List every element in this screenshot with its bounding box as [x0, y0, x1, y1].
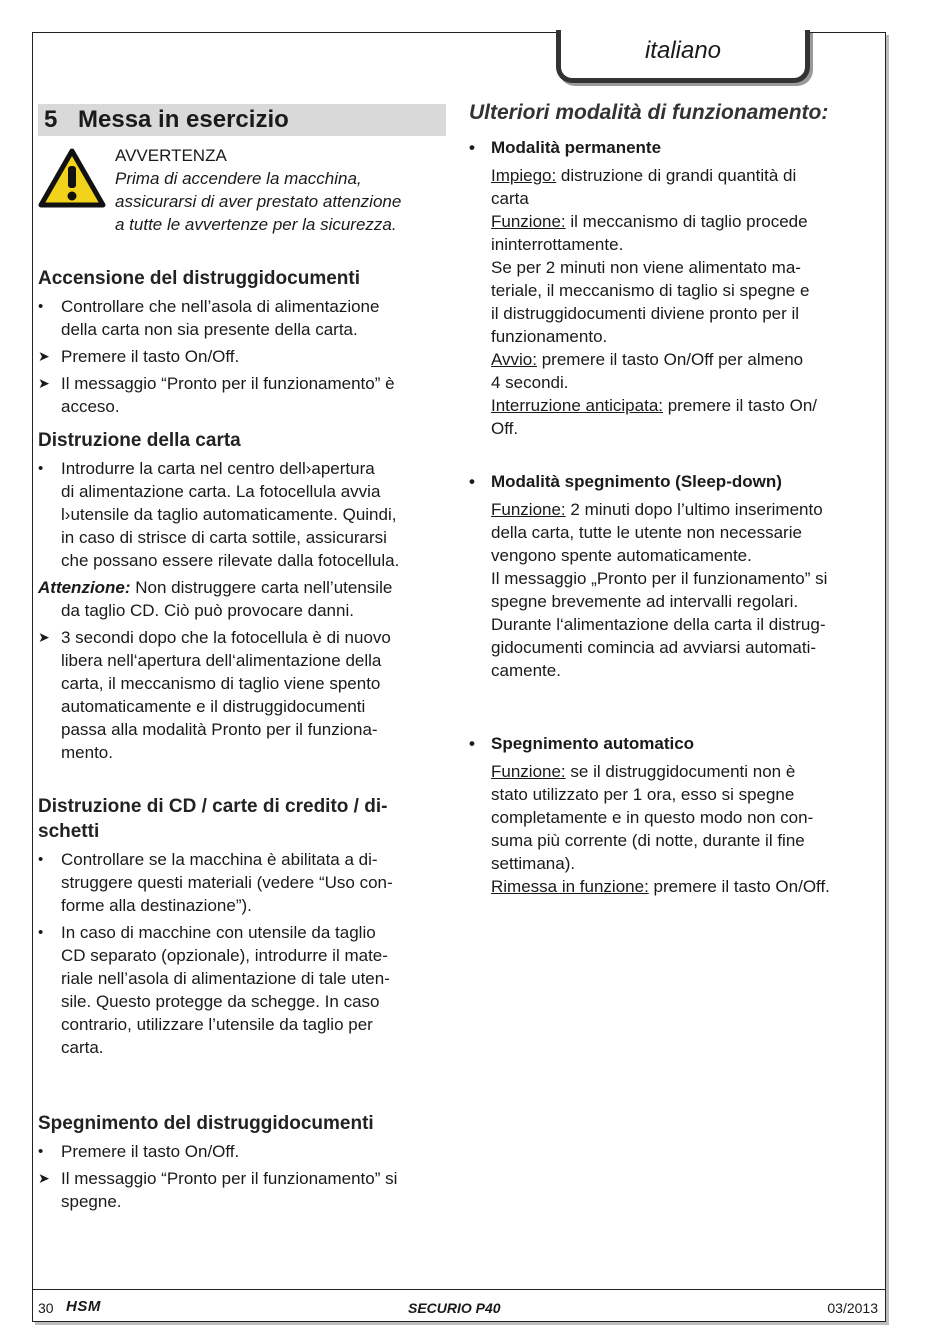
warning-block: [38, 144, 446, 236]
body-line: vengono spente automaticamente.: [491, 546, 752, 565]
function-label: Funzione:: [491, 212, 566, 231]
arrow-icon: ➤: [38, 629, 50, 645]
list-item: [38, 295, 446, 341]
note-line: da taglio CD. Ciò può provocare danni.: [61, 601, 354, 620]
body-line: suma più corrente (di notte, durante il fine: [491, 831, 805, 850]
section-title-text: Messa in esercizio: [78, 106, 289, 133]
item-line: in caso di strisce di carta sottile, assicurarsi: [61, 528, 387, 547]
mode-body: [469, 760, 879, 898]
body-line: distruzione di grandi quantità di: [556, 166, 797, 185]
function-label: Funzione:: [491, 500, 566, 519]
title-line: Distruzione di CD / carte di credito / di-: [38, 796, 388, 817]
right-column: [469, 100, 879, 918]
mode-heading-text: Spegnimento automatico: [491, 734, 695, 753]
body-line: camente.: [491, 661, 561, 680]
subsection-cd-shredding: [38, 794, 446, 1059]
item-line: carta, il meccanismo di taglio viene spento: [61, 674, 381, 693]
warning-line: a tutte le avvertenze per la sicurezza.: [115, 215, 397, 234]
item-line: di alimentazione carta. La fotocellula avvia: [61, 482, 381, 501]
body-line: teriale, il meccanismo di taglio si spegne e: [491, 281, 810, 300]
bullet-icon: •: [38, 851, 44, 868]
item-line: In caso di macchine con utensile da taglio: [61, 923, 376, 942]
item-line: Controllare se la macchina è abilitata a di-: [61, 850, 378, 869]
bullet-icon: •: [469, 138, 475, 157]
mode-body: [469, 498, 879, 682]
body-line: gidocumenti comincia ad avviarsi automati-: [491, 638, 817, 657]
arrow-icon: ➤: [38, 1170, 50, 1186]
title-line: schetti: [38, 821, 100, 842]
warning-line: assicurarsi di aver prestato attenzione: [115, 192, 402, 211]
start-label: Avvio:: [491, 350, 537, 369]
body-line: ininterrottamente.: [491, 235, 624, 254]
item-line: Controllare che nell’asola di alimentazione: [61, 297, 380, 316]
item-line: contrario, utilizzare l’utensile da taglio per: [61, 1015, 373, 1034]
footer: [38, 1298, 878, 1320]
subsection-title: Distruzione della carta: [38, 430, 241, 451]
function-label: Funzione:: [491, 762, 566, 781]
item-line: che possano essere rilevate dalla fotocellula.: [61, 551, 400, 570]
mode-sleep-down: [469, 470, 879, 682]
section-title: [38, 104, 446, 136]
bullet-icon: ➤: [38, 348, 50, 364]
list-item: [38, 848, 446, 917]
item-line: forme alla destinazione”).: [61, 896, 252, 915]
body-line: Durante l‘alimentazione della carta il distrug-: [491, 615, 826, 634]
mode-heading: [469, 732, 879, 756]
mode-heading: [469, 136, 879, 160]
body-line: 4 secondi.: [491, 373, 569, 392]
mode-heading: [469, 470, 879, 494]
warning-heading: AVVERTENZA: [115, 146, 227, 165]
mode-body: [469, 164, 879, 440]
body-line: della carta, tutte le utente non necessarie: [491, 523, 802, 542]
mode-heading-text: Modalità spegnimento (Sleep-down): [491, 472, 782, 491]
item-line: spegne.: [61, 1192, 122, 1211]
left-column: [38, 104, 446, 1217]
item-line: acceso.: [61, 397, 120, 416]
arrow-icon: ➤: [38, 375, 50, 391]
subsection-title: Accensione del distruggidocumenti: [38, 268, 360, 289]
list-item: [38, 1140, 446, 1163]
subsection-power-off: [38, 1111, 446, 1213]
list-item: [38, 921, 446, 1059]
item-line: sile. Questo protegge da schegge. In caso: [61, 992, 380, 1011]
body-line: completamente e in questo modo non con-: [491, 808, 814, 827]
stop-label: Interruzione anticipata:: [491, 396, 663, 415]
section-number: 5: [44, 106, 58, 133]
note-line: Non distruggere carta nell’utensile: [130, 578, 393, 597]
body-line: premere il tasto On/Off.: [648, 877, 830, 896]
item-line: Premere il tasto On/Off.: [61, 1142, 240, 1161]
language-tab: italiano: [556, 30, 810, 83]
bullet-icon: •: [38, 1143, 44, 1160]
body-line: premere il tasto On/: [663, 396, 818, 415]
body-line: carta: [491, 189, 529, 208]
restart-label: Rimessa in funzione:: [491, 877, 649, 896]
page-number: 30: [38, 1300, 54, 1316]
body-line: settimana).: [491, 854, 576, 873]
list-item: [38, 345, 446, 368]
list-item: [38, 457, 446, 572]
subsection-title: [38, 794, 446, 844]
bullet-icon: •: [469, 734, 475, 753]
mode-auto-off: [469, 732, 879, 898]
body-line: Se per 2 minuti non viene alimentato ma-: [491, 258, 801, 277]
item-line: Il messaggio “Pronto per il funzionamento” si: [61, 1169, 398, 1188]
body-line: il meccanismo di taglio procede: [565, 212, 808, 231]
bullet-icon: •: [38, 924, 44, 941]
body-line: premere il tasto On/Off per almeno: [537, 350, 804, 369]
item-line: passa alla modalità Pronto per il funziona-: [61, 720, 378, 739]
item-line: riale nell’asola di alimentazione di tale uten-: [61, 969, 390, 988]
body-line: stato utilizzato per 1 ora, esso si spegne: [491, 785, 795, 804]
right-title: Ulteriori modalità di funzionamento:: [469, 101, 829, 124]
attention-label: Attenzione:: [38, 578, 131, 597]
item-line: Il messaggio “Pronto per il funzionamento” è: [61, 374, 395, 393]
body-line: Off.: [491, 419, 519, 438]
item-line: CD separato (opzionale), introdurre il mate-: [61, 946, 388, 965]
body-line: spegne brevemente ad intervalli regolari.: [491, 592, 799, 611]
bullet-icon: •: [469, 472, 475, 491]
list-item: [38, 1167, 446, 1213]
item-line: struggere questi materiali (vedere “Uso con-: [61, 873, 393, 892]
warning-line: Prima di accendere la macchina,: [115, 169, 362, 188]
publication-date: 03/2013: [827, 1300, 878, 1316]
footer-divider: [33, 1289, 885, 1290]
bullet-icon: •: [38, 460, 44, 477]
item-line: Introdurre la carta nel centro dell›apertura: [61, 459, 375, 478]
bullet-icon: •: [38, 298, 44, 315]
body-line: funzionamento.: [491, 327, 608, 346]
model-name: SECURIO P40: [408, 1300, 501, 1316]
item-line: Premere il tasto On/Off.: [61, 347, 240, 366]
body-line: se il distruggidocumenti non è: [565, 762, 796, 781]
mode-heading-text: Modalità permanente: [491, 138, 662, 157]
usage-label: Impiego:: [491, 166, 557, 185]
warning-icon: [38, 148, 106, 208]
item-line: libera nell‘apertura dell‘alimentazione della: [61, 651, 382, 670]
item-line: mento.: [61, 743, 113, 762]
subsection-paper-shredding: [38, 428, 446, 764]
subsection-title: Spegnimento del distruggidocumenti: [38, 1113, 374, 1134]
item-line: 3 secondi dopo che la fotocellula è di nuovo: [61, 628, 391, 647]
item-line: automaticamente e il distruggidocumenti: [61, 697, 366, 716]
body-line: Il messaggio „Pronto per il funzionamento” si: [491, 569, 828, 588]
subsection-power-on: [38, 266, 446, 418]
item-line: della carta non sia presente della carta.: [61, 320, 358, 339]
list-item: [38, 372, 446, 418]
mode-permanent: [469, 136, 879, 440]
item-line: carta.: [61, 1038, 104, 1057]
warning-text: [115, 167, 446, 236]
body-line: il distruggidocumenti diviene pronto per il: [491, 304, 800, 323]
item-line: l›utensile da taglio automaticamente. Quindi,: [61, 505, 397, 524]
hsm-logo: HSM: [66, 1298, 101, 1315]
list-item: [38, 626, 446, 764]
attention-note: [38, 576, 446, 622]
body-line: 2 minuti dopo l’ultimo inserimento: [565, 500, 823, 519]
